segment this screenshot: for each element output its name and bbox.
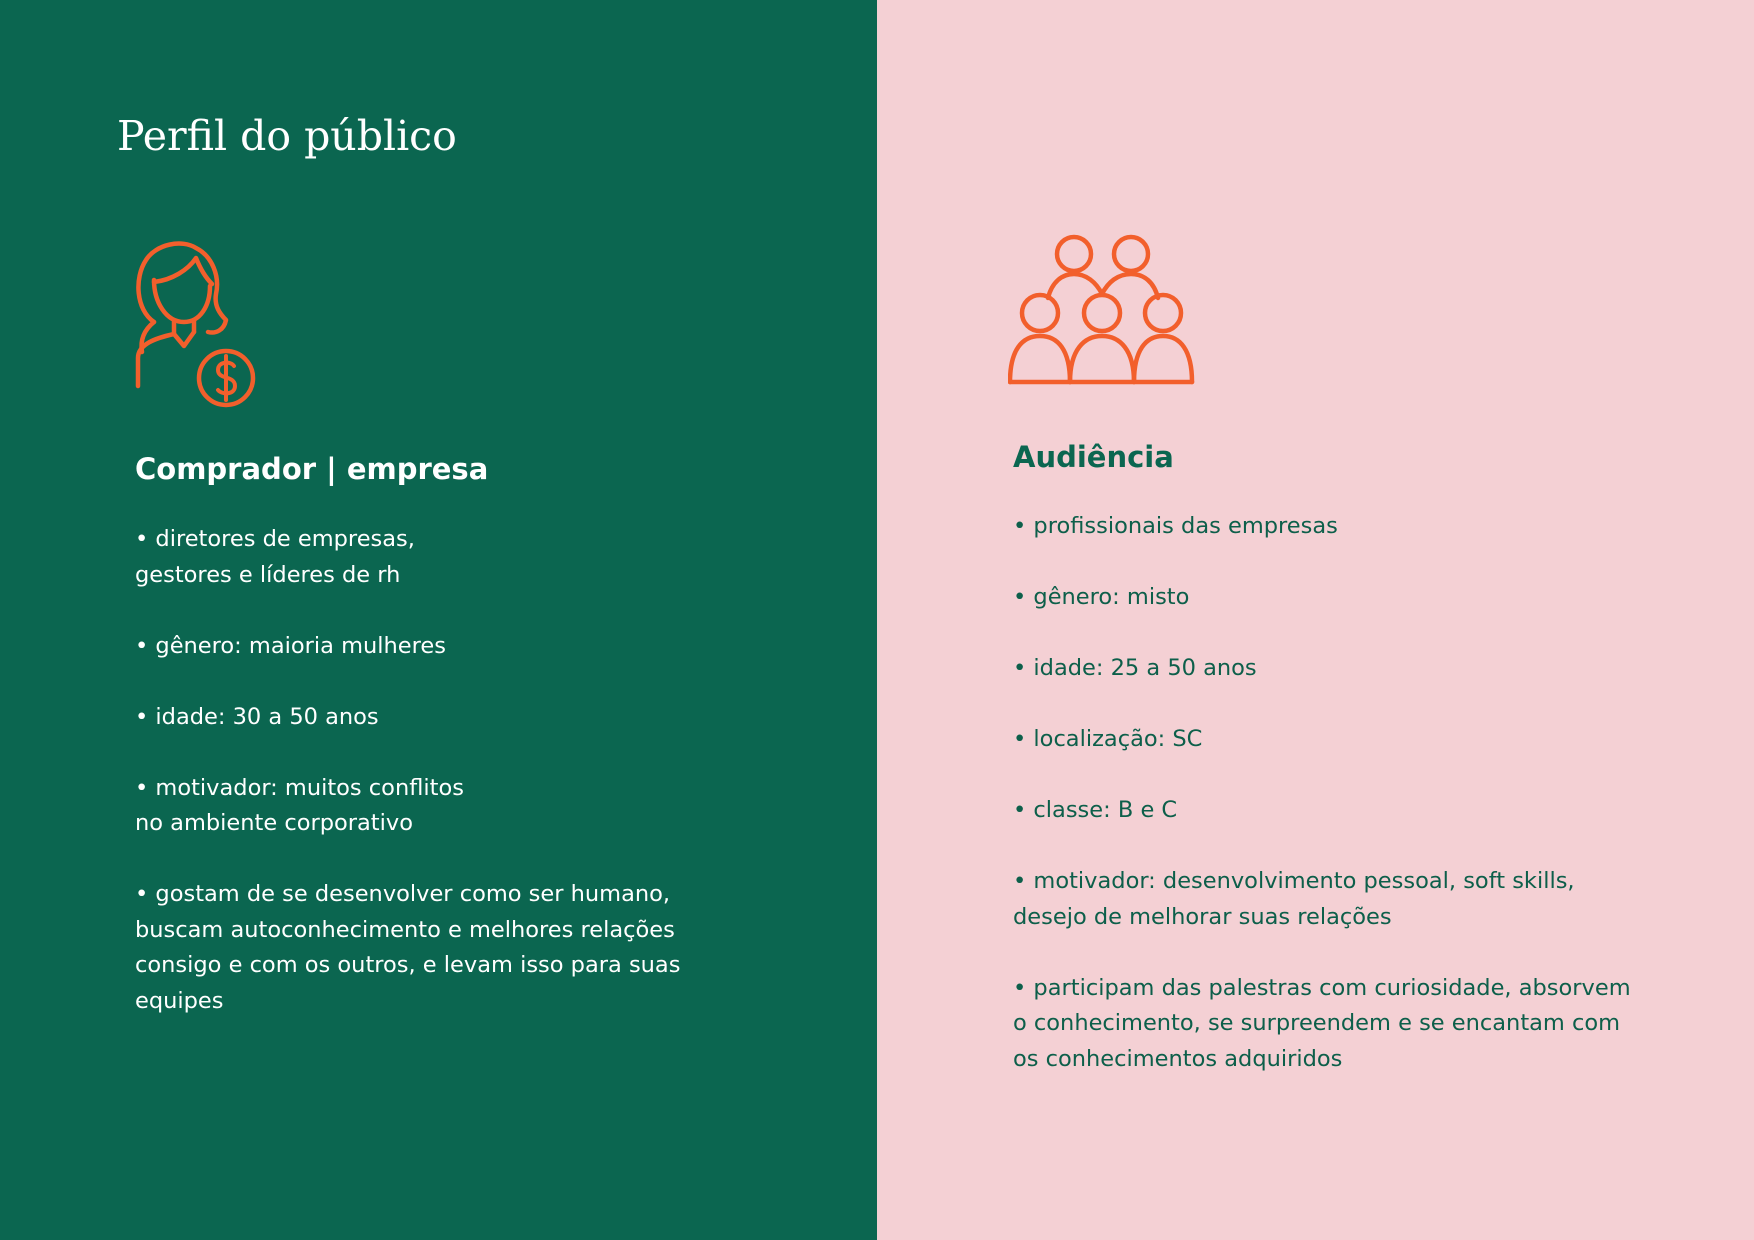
list-item: • gênero: maioria mulheres <box>135 632 446 659</box>
buyer-list <box>135 522 745 1055</box>
buyer-heading: Comprador | empresa <box>135 452 489 486</box>
audience-list <box>1013 509 1633 1113</box>
list-item: • participam das palestras com curiosidade, absorvem o conhecimento, se surpreendem e se encantam com os conhecimentos adquiridos <box>1013 974 1631 1072</box>
group-people-icon <box>1008 232 1196 387</box>
list-item: • localização: SC <box>1013 726 1203 752</box>
list-item: • motivador: muitos conflitos no ambiente corporativo <box>135 774 464 836</box>
page-title: Perfil do público <box>117 112 457 160</box>
list-item: • motivador: desenvolvimento pessoal, soft skills, desejo de melhorar suas relações <box>1013 868 1575 930</box>
list-item: • profissionais das empresas <box>1013 513 1338 539</box>
woman-dollar-icon <box>128 240 268 410</box>
list-item: • classe: B e C <box>1013 797 1178 823</box>
list-item: • diretores de empresas, gestores e líderes de rh <box>135 526 415 588</box>
list-item: • idade: 25 a 50 anos <box>1013 655 1257 681</box>
list-item: • idade: 30 a 50 anos <box>135 703 379 730</box>
list-item: • gênero: misto <box>1013 584 1190 610</box>
list-item: • gostam de se desenvolver como ser humano, buscam autoconhecimento e melhores relações consigo e com os outros, e levam isso para suas equipes <box>135 881 681 1014</box>
audience-heading: Audiência <box>1013 440 1174 474</box>
